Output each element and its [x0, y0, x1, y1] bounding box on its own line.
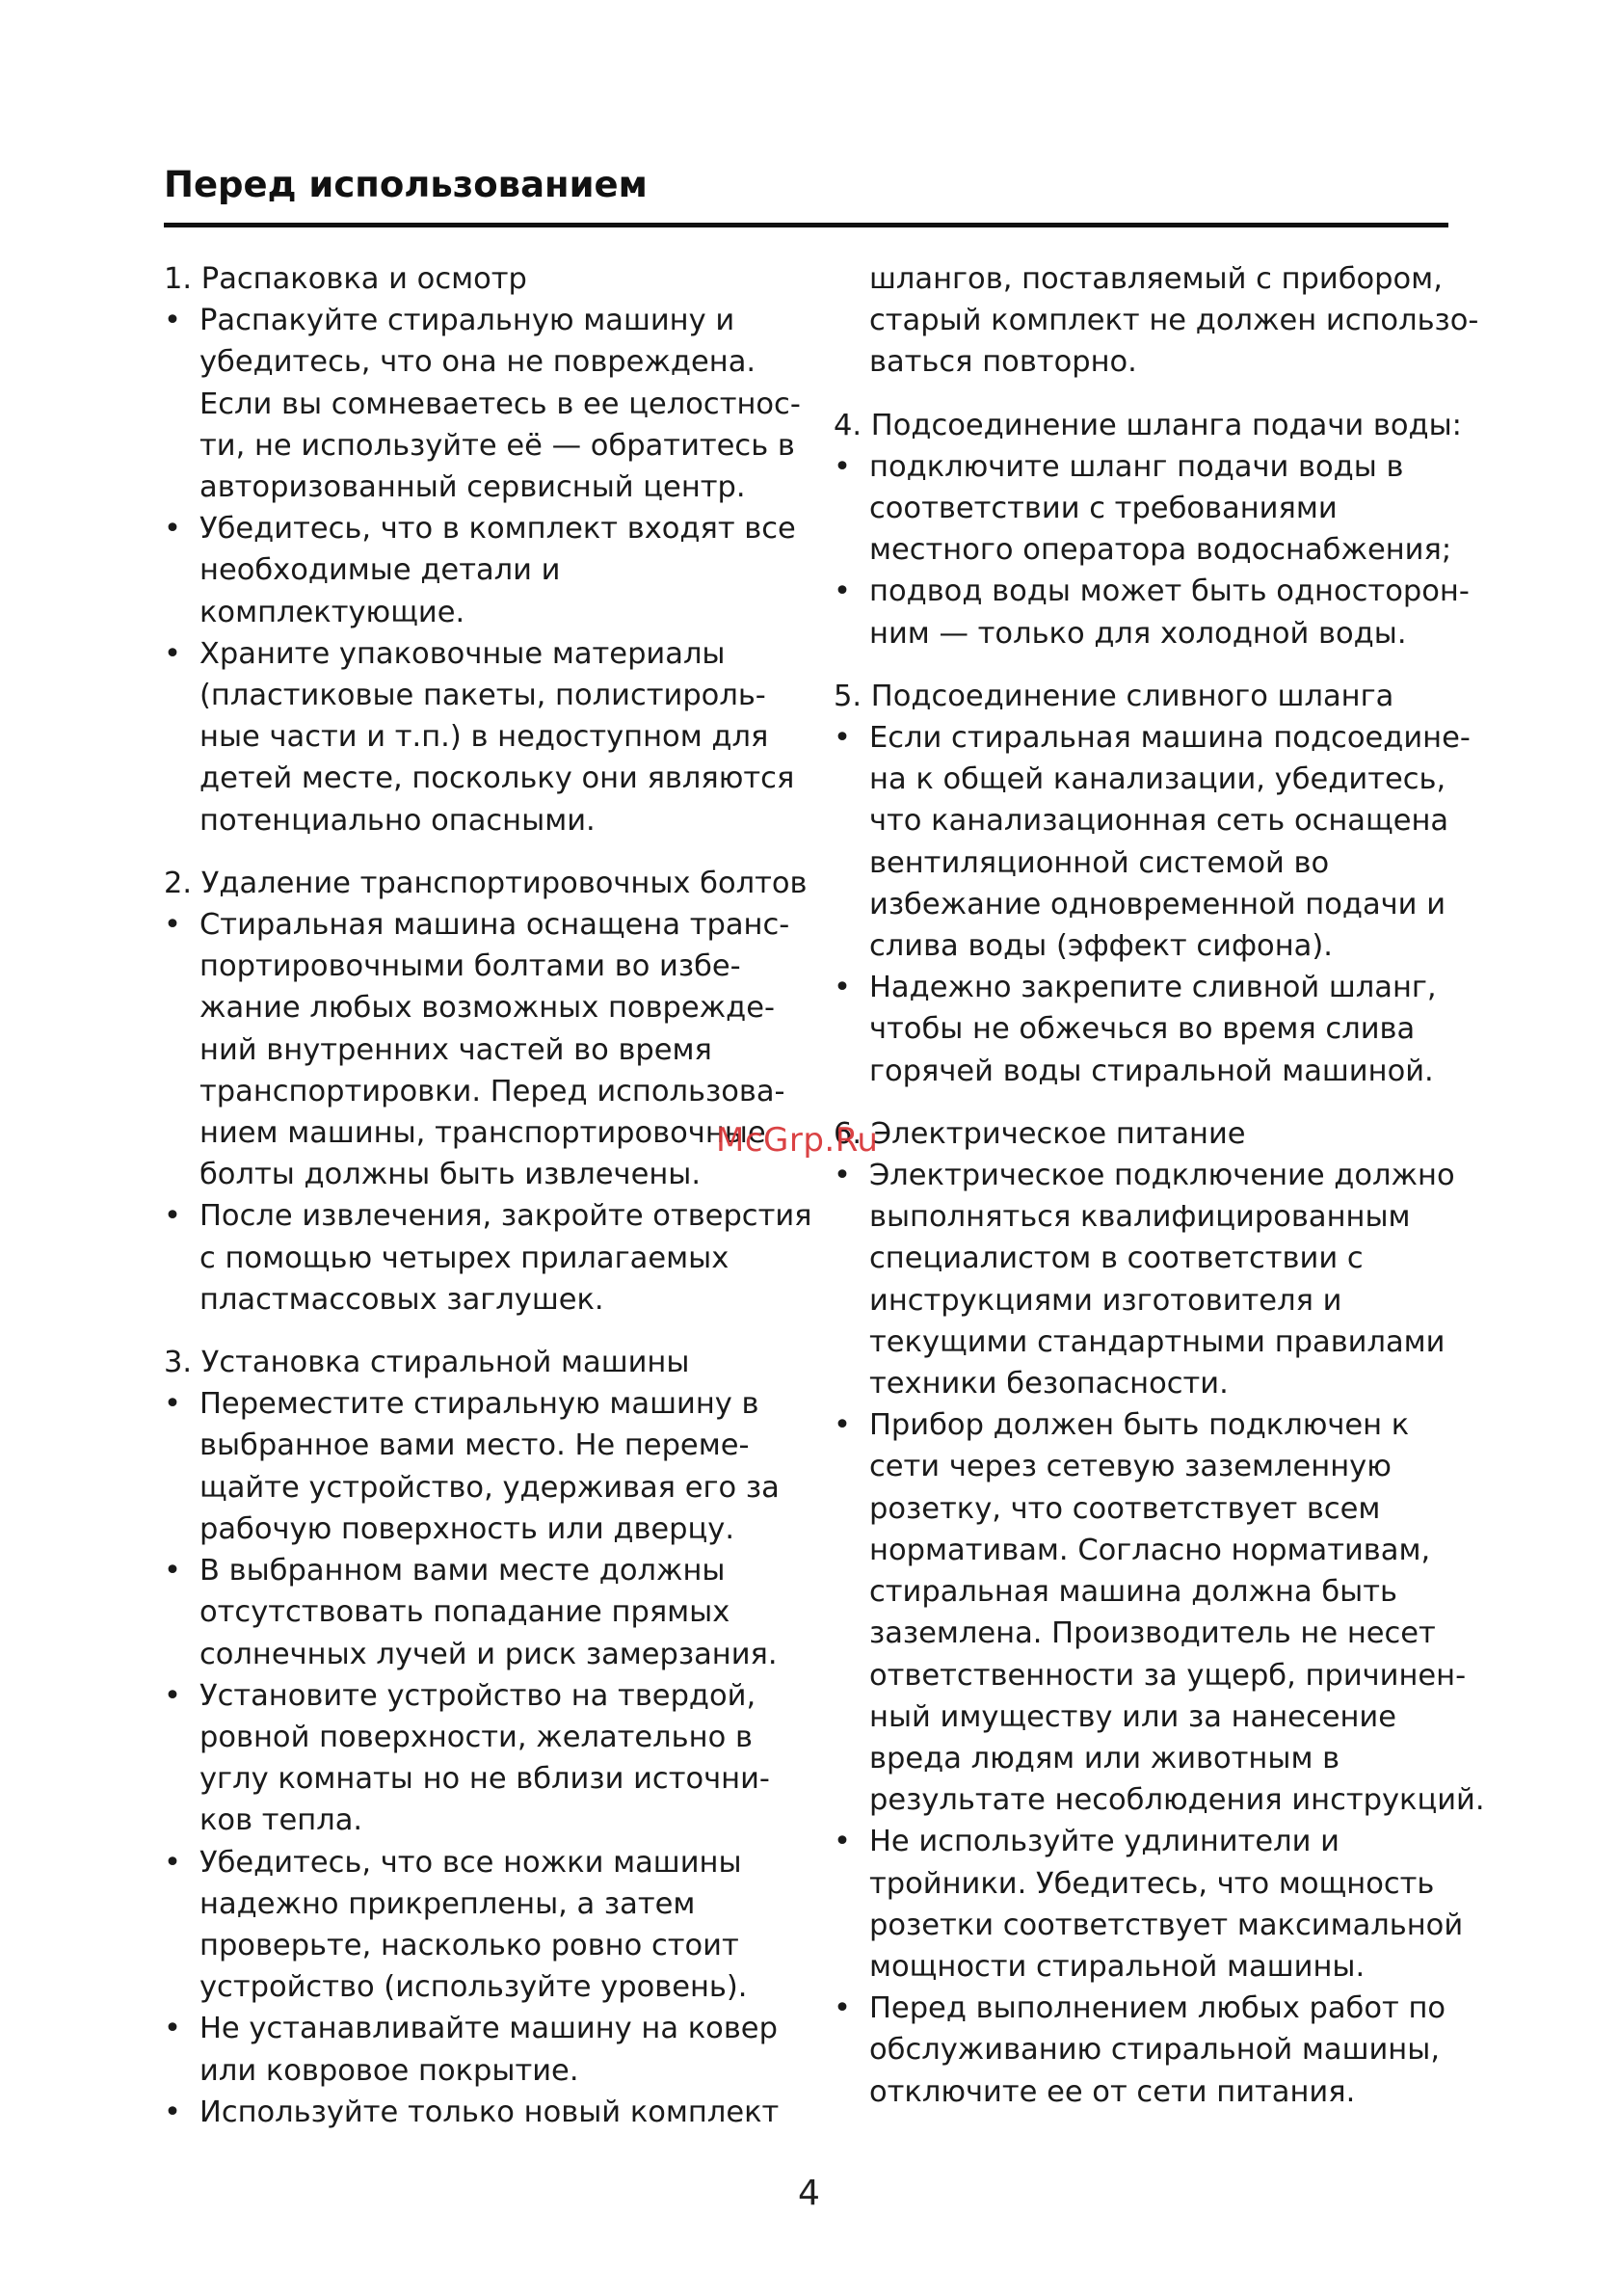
- bullet-dot-icon: •: [164, 512, 181, 547]
- text-line: выполняться квалифицированным: [869, 1200, 1411, 1235]
- section-title: 6. Электрическое питание: [834, 1116, 1246, 1151]
- text-line: шлангов, поставляемый с прибором,: [869, 262, 1443, 296]
- bullet-item: [834, 1155, 1455, 1404]
- text-line: техники безопасности.: [869, 1367, 1229, 1402]
- instruction-section: [164, 1342, 790, 2133]
- text-line: (пластиковые пакеты, полистироль-: [199, 679, 766, 713]
- text-line: на к общей канализации, убедитесь,: [869, 762, 1446, 797]
- bullet-item: [164, 904, 790, 1195]
- text-line: После извлечения, закройте отверстия: [199, 1199, 812, 1234]
- text-line: отсутствовать попадание прямых: [199, 1595, 730, 1630]
- continued-bullet: [834, 258, 1479, 384]
- text-line: пластмассовых заглушек.: [199, 1282, 604, 1317]
- text-line: Электрическое подключение должно: [869, 1159, 1455, 1193]
- text-line: Если стиральная машина подсоедине-: [869, 721, 1471, 756]
- bullet-dot-icon: •: [834, 1159, 851, 1193]
- text-line: портировочными болтами во избе-: [199, 949, 741, 984]
- text-line: старый комплект не должен использо-: [869, 304, 1479, 338]
- bullet-dot-icon: •: [834, 1408, 851, 1443]
- bullet-dot-icon: •: [164, 2012, 181, 2046]
- bullet-item: [164, 2092, 790, 2133]
- text-line: Перед выполнением любых работ по: [869, 1991, 1446, 2026]
- page-title: Перед использованием: [164, 164, 648, 205]
- bullet-item: [834, 1404, 1485, 1821]
- text-line: горячей воды стиральной машиной.: [869, 1054, 1434, 1088]
- instruction-section: [834, 405, 1470, 654]
- bullet-dot-icon: •: [164, 1554, 181, 1589]
- text-line: с помощью четырех прилагаемых: [199, 1241, 729, 1275]
- bullet-item: [164, 1675, 790, 1842]
- bullet-item: [834, 967, 1455, 1092]
- bullet-item: [834, 1821, 1464, 1988]
- text-line: или ковровое покрытие.: [199, 2053, 579, 2088]
- bullet-item: [834, 717, 1471, 967]
- text-line: транспортировки. Перед использова-: [199, 1074, 785, 1108]
- watermark: McGrp.Ru: [716, 1121, 879, 1160]
- instruction-section: [164, 258, 801, 841]
- text-line: местного оператора водоснабжения;: [869, 533, 1452, 568]
- section-title: 1. Распаковка и осмотр: [164, 262, 527, 296]
- text-line: Распакуйте стиральную машину и: [199, 304, 735, 338]
- text-line: солнечных лучей и риск замерзания.: [199, 1637, 778, 1671]
- text-line: ков тепла.: [199, 1803, 363, 1838]
- text-line: жание любых возможных поврежде-: [199, 991, 775, 1026]
- text-line: текущими стандартными правилами: [869, 1324, 1446, 1359]
- bullet-item: [164, 2008, 790, 2091]
- section-title: 5. Подсоединение сливного шланга: [834, 679, 1394, 713]
- text-line: комплектующие.: [199, 595, 465, 629]
- text-line: чтобы не обжечься во время слива: [869, 1012, 1416, 1047]
- text-line: болты должны быть извлечены.: [199, 1158, 702, 1192]
- text-line: специалистом в соответствии с: [869, 1241, 1364, 1276]
- text-line: необходимые детали и: [199, 553, 561, 588]
- bullet-item: [164, 1550, 790, 1675]
- text-line: устройство (используйте уровень).: [199, 1970, 748, 2005]
- bullet-dot-icon: •: [164, 1199, 181, 1234]
- bullet-item: [834, 446, 1455, 572]
- text-line: Надежно закрепите сливной шланг,: [869, 971, 1437, 1005]
- text-line: инструкциями изготовителя и: [869, 1283, 1342, 1318]
- bullet-dot-icon: •: [834, 449, 851, 484]
- text-line: Не используйте удлинители и: [869, 1825, 1339, 1859]
- text-line: ровной поверхности, желательно в: [199, 1720, 753, 1754]
- bullet-dot-icon: •: [834, 721, 851, 756]
- text-line: Храните упаковочные материалы: [199, 636, 726, 671]
- title-divider: [164, 223, 1448, 227]
- bullet-dot-icon: •: [164, 2095, 181, 2129]
- section-title: 2. Удаление транспортировочных болтов: [164, 866, 808, 900]
- text-line: ний внутренних частей во время: [199, 1032, 712, 1067]
- text-line: ные части и т.п.) в недоступном для: [199, 720, 769, 755]
- text-line: детей месте, поскольку они являются: [199, 761, 795, 796]
- page-number: 4: [798, 2174, 820, 2213]
- bullet-item: [164, 633, 795, 841]
- bullet-item: [164, 1195, 812, 1321]
- text-line: розетки соответствует максимальной: [869, 1908, 1464, 1942]
- bullet-item: [164, 1842, 790, 2009]
- text-line: проверьте, насколько ровно стоит: [199, 1928, 739, 1962]
- text-line: Убедитесь, что в комплект входят все: [199, 512, 796, 547]
- text-line: нием машины, транспортировочные: [199, 1116, 766, 1151]
- text-line: результате несоблюдения инструкций.: [869, 1783, 1485, 1818]
- text-line: соответствии с требованиями: [869, 492, 1338, 526]
- text-line: нормативам. Согласно нормативам,: [869, 1533, 1431, 1567]
- text-line: вреда людям или животным в: [869, 1741, 1340, 1775]
- section-title: 4. Подсоединение шланга подачи воды:: [834, 408, 1462, 442]
- text-line: стиральная машина должна быть: [869, 1575, 1397, 1610]
- text-line: Если вы сомневаетесь в ее целостнос-: [199, 387, 801, 421]
- continuation-text: [834, 258, 1479, 384]
- text-line: ответственности за ущерб, причинен-: [869, 1658, 1467, 1693]
- text-line: Убедитесь, что все ножки машины: [199, 1845, 742, 1880]
- bullet-item: [164, 1383, 790, 1550]
- bullet-item: [834, 1988, 1455, 2113]
- bullet-dot-icon: •: [834, 1991, 851, 2026]
- text-line: авторизованный сервисный центр.: [199, 470, 746, 505]
- text-line: слива воды (эффект сифона).: [869, 929, 1333, 964]
- bullet-dot-icon: •: [834, 574, 851, 609]
- text-line: подвод воды может быть односторон-: [869, 574, 1470, 609]
- text-line: Стиральная машина оснащена транс-: [199, 908, 790, 943]
- instruction-section: [834, 1113, 1485, 2113]
- text-line: Установите устройство на твердой,: [199, 1678, 756, 1713]
- text-line: Используйте только новый комплект: [199, 2095, 780, 2129]
- text-line: надежно прикреплены, а затем: [199, 1886, 696, 1921]
- bullet-dot-icon: •: [164, 304, 181, 338]
- text-line: обслуживанию стиральной машины,: [869, 2033, 1441, 2068]
- text-line: Не устанавливайте машину на ковер: [199, 2012, 778, 2046]
- text-line: розетку, что соответствует всем: [869, 1491, 1381, 1526]
- bullet-dot-icon: •: [164, 908, 181, 943]
- bullet-dot-icon: •: [164, 1678, 181, 1713]
- section-title: 3. Установка стиральной машины: [164, 1346, 690, 1380]
- text-line: ти, не используйте её — обратитесь в: [199, 428, 795, 463]
- text-line: ним — только для холодной воды.: [869, 616, 1407, 651]
- text-line: щайте устройство, удерживая его за: [199, 1470, 780, 1505]
- bullet-dot-icon: •: [834, 1825, 851, 1859]
- text-line: Переместите стиральную машину в: [199, 1387, 759, 1422]
- text-line: ваться повторно.: [869, 345, 1137, 380]
- text-line: убедитесь, что она не повреждена.: [199, 345, 756, 380]
- text-line: избежание одновременной подачи и: [869, 887, 1446, 921]
- text-line: подключите шланг подачи воды в: [869, 449, 1404, 484]
- right-column: [834, 258, 1485, 2134]
- text-line: углу комнаты но не вблизи источни-: [199, 1762, 770, 1797]
- bullet-dot-icon: •: [834, 971, 851, 1005]
- text-line: тройники. Убедитесь, что мощность: [869, 1866, 1435, 1901]
- text-line: отключите ее от сети питания.: [869, 2074, 1356, 2109]
- bullet-dot-icon: •: [164, 1845, 181, 1880]
- bullet-dot-icon: •: [164, 1387, 181, 1422]
- text-line: мощности стиральной машины.: [869, 1949, 1366, 1984]
- text-line: потенциально опасными.: [199, 803, 596, 838]
- text-line: В выбранном вами месте должны: [199, 1554, 726, 1589]
- text-line: ный имуществу или за нанесение: [869, 1699, 1397, 1734]
- bullet-item: [834, 571, 1470, 654]
- text-line: сети через сетевую заземленную: [869, 1450, 1392, 1484]
- text-line: заземлена. Производитель не несет: [869, 1616, 1436, 1651]
- text-line: рабочую поверхность или дверцу.: [199, 1511, 735, 1546]
- text-line: вентиляционной системой во: [869, 845, 1330, 880]
- bullet-dot-icon: •: [164, 636, 181, 671]
- text-line: Прибор должен быть подключен к: [869, 1408, 1410, 1443]
- bullet-item: [164, 508, 796, 633]
- instruction-section: [834, 676, 1471, 1092]
- text-line: выбранное вами место. Не переме-: [199, 1428, 750, 1463]
- bullet-item: [164, 300, 801, 508]
- text-line: что канализационная сеть оснащена: [869, 804, 1449, 839]
